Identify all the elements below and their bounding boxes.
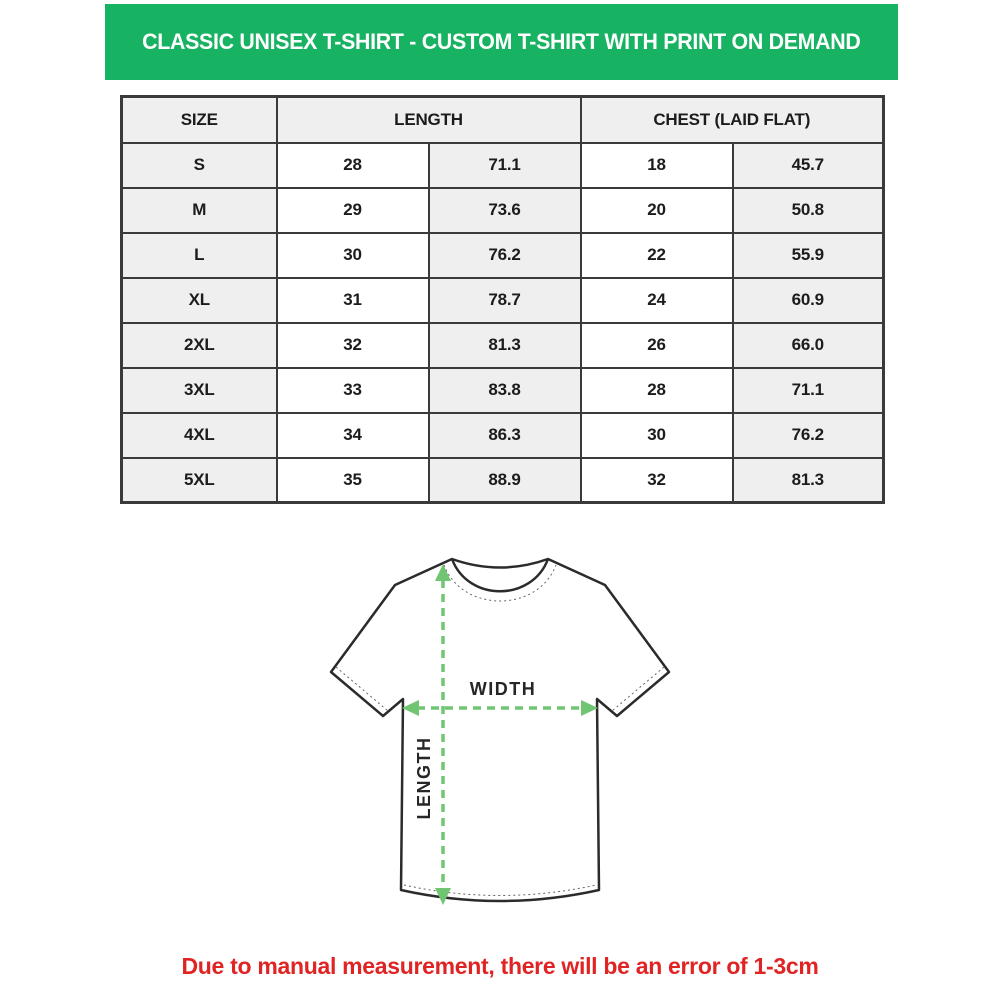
length-in-cell: 33 <box>277 368 429 413</box>
chest-in-cell: 26 <box>581 323 733 368</box>
length-in-cell: 29 <box>277 188 429 233</box>
chest-cm-cell: 50.8 <box>733 188 884 233</box>
chest-cm-cell: 66.0 <box>733 323 884 368</box>
chest-cm-cell: 55.9 <box>733 233 884 278</box>
chest-cm-cell: 71.1 <box>733 368 884 413</box>
size-cell: 3XL <box>122 368 277 413</box>
length-cm-cell: 88.9 <box>429 458 581 503</box>
size-cell: XL <box>122 278 277 323</box>
length-in-cell: 28 <box>277 143 429 188</box>
length-cm-cell: 81.3 <box>429 323 581 368</box>
table-row <box>122 323 884 368</box>
length-cm-cell: 73.6 <box>429 188 581 233</box>
column-header-length: LENGTH <box>277 97 581 143</box>
length-cm-cell: 83.8 <box>429 368 581 413</box>
column-header-chest: CHEST (LAID FLAT) <box>581 97 884 143</box>
chest-in-cell: 32 <box>581 458 733 503</box>
size-chart-table-container <box>120 95 882 504</box>
length-in-cell: 32 <box>277 323 429 368</box>
size-cell: 5XL <box>122 458 277 503</box>
table-row <box>122 143 884 188</box>
table-row <box>122 368 884 413</box>
chest-in-cell: 28 <box>581 368 733 413</box>
size-cell: M <box>122 188 277 233</box>
chest-cm-cell: 60.9 <box>733 278 884 323</box>
chest-cm-cell: 76.2 <box>733 413 884 458</box>
table-row <box>122 278 884 323</box>
chest-in-cell: 18 <box>581 143 733 188</box>
chest-in-cell: 24 <box>581 278 733 323</box>
size-cell: S <box>122 143 277 188</box>
length-in-cell: 31 <box>277 278 429 323</box>
length-in-cell: 30 <box>277 233 429 278</box>
chest-in-cell: 22 <box>581 233 733 278</box>
table-row <box>122 458 884 503</box>
tshirt-outline <box>331 559 669 901</box>
title-banner <box>105 4 898 80</box>
size-cell: L <box>122 233 277 278</box>
chest-in-cell: 20 <box>581 188 733 233</box>
length-cm-cell: 76.2 <box>429 233 581 278</box>
tshirt-measurement-diagram <box>300 538 700 923</box>
chest-in-cell: 30 <box>581 413 733 458</box>
table-row <box>122 188 884 233</box>
width-label: WIDTH <box>469 679 537 699</box>
tshirt-diagram-svg <box>300 538 700 923</box>
length-label: LENGTH <box>414 736 434 820</box>
chest-cm-cell: 81.3 <box>733 458 884 503</box>
length-in-cell: 34 <box>277 413 429 458</box>
page-title: CLASSIC UNISEX T-SHIRT - CUSTOM T-SHIRT WITH PRINT ON DEMAND <box>142 29 861 54</box>
length-in-cell: 35 <box>277 458 429 503</box>
size-cell: 4XL <box>122 413 277 458</box>
table-row <box>122 413 884 458</box>
table-header-row <box>122 97 884 143</box>
table-row <box>122 233 884 278</box>
chest-cm-cell: 45.7 <box>733 143 884 188</box>
length-cm-cell: 78.7 <box>429 278 581 323</box>
column-header-size: SIZE <box>122 97 277 143</box>
size-cell: 2XL <box>122 323 277 368</box>
length-cm-cell: 86.3 <box>429 413 581 458</box>
length-cm-cell: 71.1 <box>429 143 581 188</box>
size-chart-table <box>120 95 885 504</box>
measurement-error-note: Due to manual measurement, there will be an error of 1-3cm <box>181 953 819 979</box>
